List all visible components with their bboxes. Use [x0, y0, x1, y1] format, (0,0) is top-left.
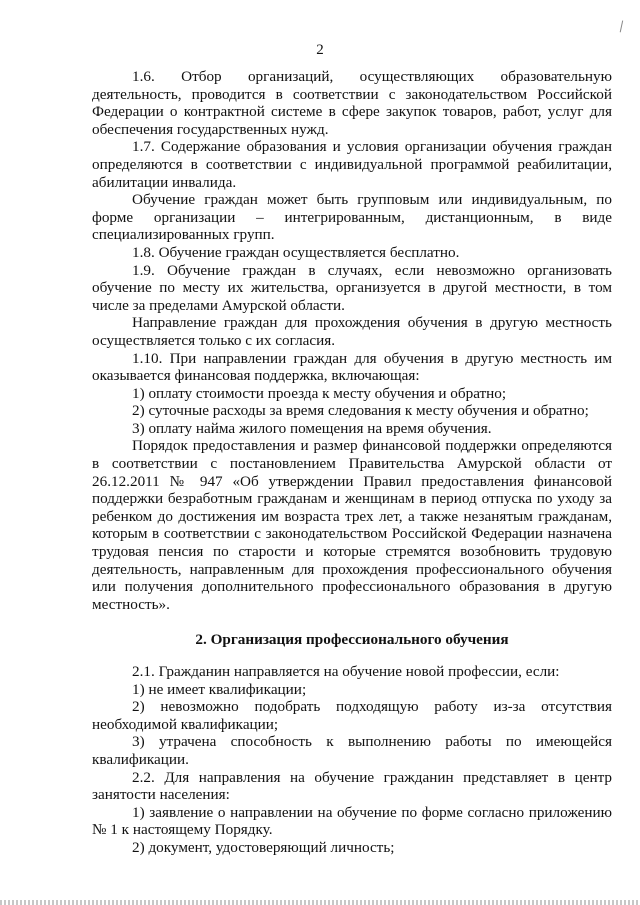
- paragraph-1-7: 1.7. Содержание образования и условия организации обучения граждан определяются в соответствии с индивидуальной программой реабилитации, абилитации инвалида.: [92, 138, 612, 191]
- scan-mark: [616, 20, 623, 33]
- bottom-scan-edge: [0, 900, 640, 905]
- list-item-identity-document: 2) документ, удостоверяющий личность;: [132, 838, 395, 856]
- list-item-no-suitable-work: 2) невозможно подобрать подходящую работу из-за отсутствия необходимой квалификации;: [92, 698, 612, 733]
- page-number: 2: [316, 42, 324, 58]
- paragraph-financial-support-order: Порядок предоставления и размер финансовой поддержки определяются в соответствии с постановлением Правительства Амурской области от 26.12.2011 № 947 «Об утверждении Правил предоставления финансовой поддержки безработным гражданам и женщинам в период отпуска по уходу за ребенком до достижения им возраста трех лет, а также незанятым гражданам, которым в соответствии с законодательством Российской Федерации назначена трудовая пенсия по старости и которые стремятся возобновить трудовую деятельность, направленным для прохождения профессионального обучения или получения дополнительного профессионального образования в другую местность».: [92, 437, 612, 613]
- section-2-heading: 2. Организация профессионального обучения: [195, 631, 509, 649]
- list-item-no-qualification: 1) не имеет квалификации;: [132, 680, 307, 698]
- list-item-daily-expenses: 2) суточные расходы за время следования к месту обучения и обратно;: [132, 402, 589, 420]
- paragraph-2-1: 2.1. Гражданин направляется на обучение новой профессии, если:: [132, 663, 560, 680]
- paragraph-1-9: 1.9. Обучение граждан в случаях, если невозможно организовать обучение по месту их жительства, организуется в другой местности, в том числе за пределами Амурской области.: [92, 261, 612, 314]
- list-item-housing: 3) оплату найма жилого помещения на время обучения.: [132, 419, 492, 437]
- paragraph-1-6: 1.6. Отбор организаций, осуществляющих образовательную деятельность, проводится в соответствии с законодательством Российской Федерации о контрактной системе в сфере закупок товаров, работ, услуг для обеспечения государственных нужд.: [92, 68, 612, 138]
- paragraph-consent: Направление граждан для прохождения обучения в другую местность осуществляется только с их согласия.: [92, 314, 612, 349]
- paragraph-training-form: Обучение граждан может быть групповым или индивидуальным, по форме организации – интегрированным, дистанционным, в виде специализированных групп.: [92, 191, 612, 244]
- paragraph-1-8: 1.8. Обучение граждан осуществляется бесплатно.: [132, 243, 460, 261]
- paragraph-2-2: 2.2. Для направления на обучение гражданин представляет в центр занятости населения:: [92, 768, 612, 804]
- paragraph-1-10: 1.10. При направлении граждан для обучения в другую местность им оказывается финансовая поддержка, включающая:: [92, 349, 612, 385]
- document-body: [92, 68, 612, 857]
- list-item-lost-ability: 3) утрачена способность к выполнению работы по имеющейся квалификации.: [92, 733, 612, 768]
- list-item-application: 1) заявление о направлении на обучение по форме согласно приложению № 1 к настоящему Порядку.: [92, 803, 612, 839]
- list-item-travel-cost: 1) оплату стоимости проезда к месту обучения и обратно;: [132, 384, 507, 402]
